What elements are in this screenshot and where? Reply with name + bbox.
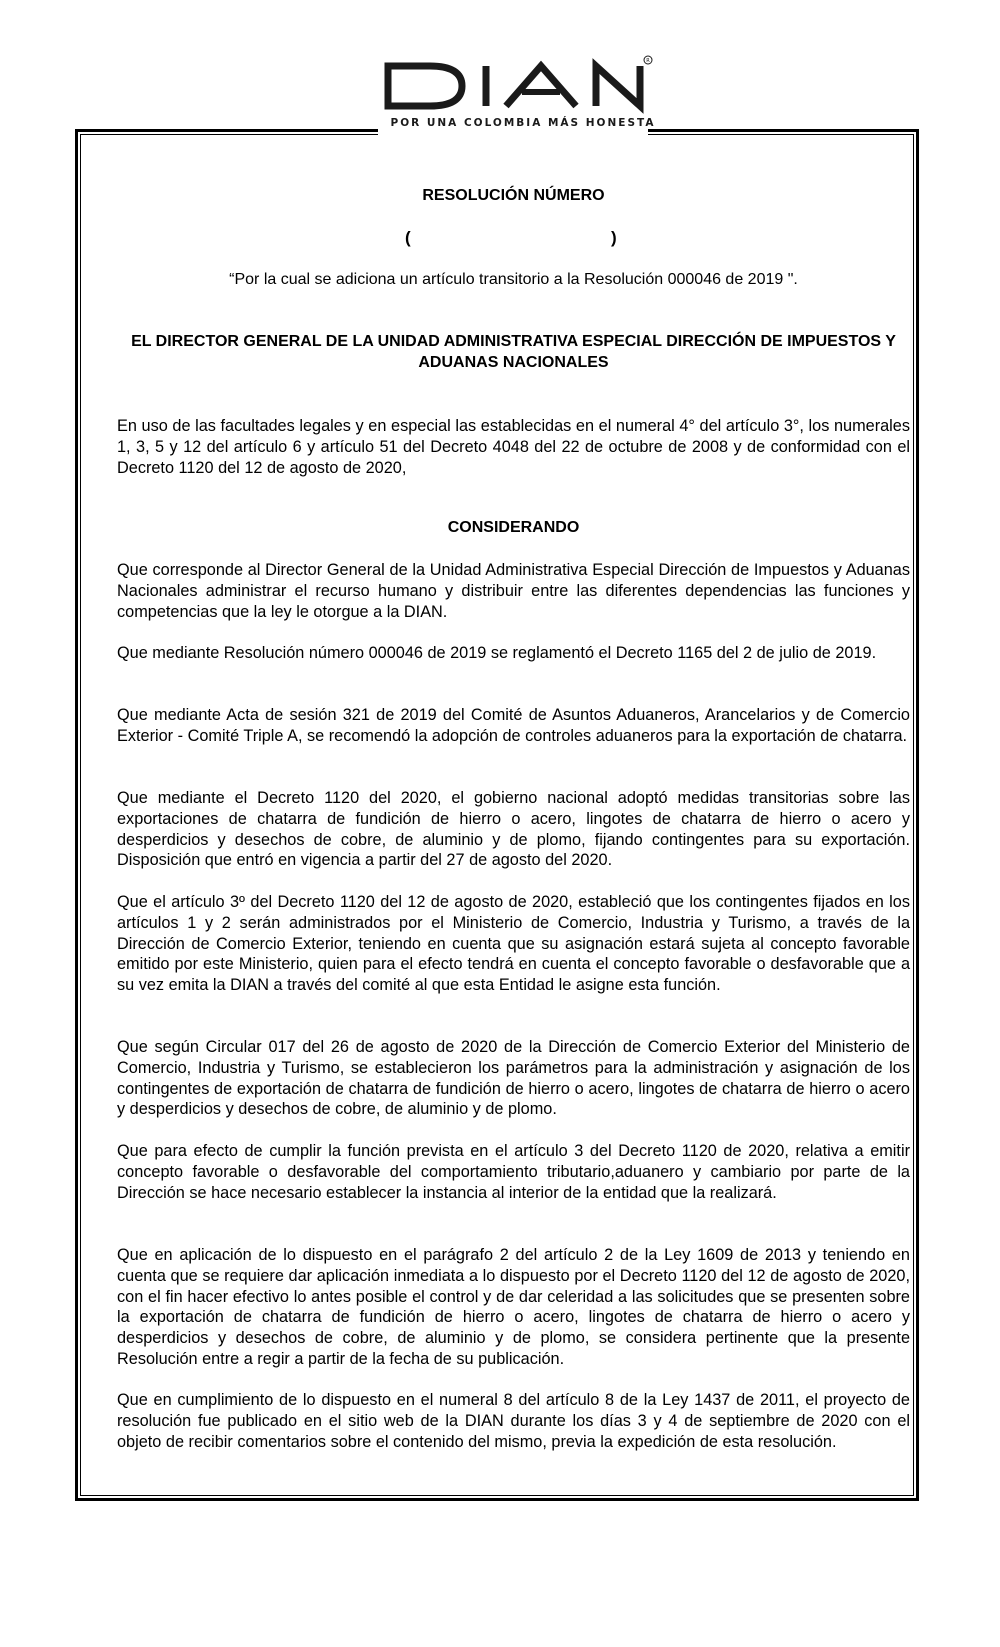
paragraph-8: Que en aplicación de lo dispuesto en el parágrafo 2 del artículo 2 de la Ley 1609 de 2013 y teniendo en cuenta que se requiere dar aplicación inmediata a lo dispuesto por el Decreto 1120 del 12 de agosto de 2020, con el fin hacer efectivo lo antes posible el control y de dar celeridad a las solicitudes que se presenten sobre la exportación de chatarra de fundición de hierro o acero, lingotes de chatarra de hierro o acero y desperdicios y desechos de cobre, de aluminio y de plomo, se considera pertinente que la presente Resolución entre a regir a partir de la fecha de su publicación.: [117, 1246, 910, 1368]
resolution-subtitle: “Por la cual se adiciona un artículo transitorio a la Resolución 000046 de 2019 ".: [229, 271, 798, 288]
paragraph-7: Que para efecto de cumplir la función prevista en el artículo 3 del Decreto 1120 de 2020, relativa a emitir concepto favorable o desfavorable del comportamiento tributario,aduanero y cambiario por parte de la Dirección se hace necesario establecer la instancia al interior de la entidad que la realizará.: [117, 1142, 910, 1202]
number-paren-close: ): [611, 228, 617, 247]
paragraph-2: Que mediante Resolución número 000046 de 2019 se reglamentó el Decreto 1165 del 2 de julio de 2019.: [117, 644, 877, 662]
paragraph-5: Que el artículo 3º del Decreto 1120 del 12 de agosto de 2020, estableció que los contingentes fijados en los artículos 1 y 2 serán administrados por el Ministerio de Comercio, Industria y Turismo, a través de la Dirección de Comercio Exterior, teniendo en cuenta que su asignación estará sujeta al concepto favorable emitido por este Ministerio, quien para el efecto tendrá en cuenta el concepto favorable o desfavorable que a su vez emita la DIAN a través del comité al que esta Entidad le asigne esta función.: [117, 893, 910, 995]
considerando-heading: CONSIDERANDO: [447, 519, 580, 536]
number-paren-open: (: [405, 228, 411, 247]
svg-text:R: R: [646, 58, 650, 64]
resolution-number: [117, 228, 910, 250]
paragraph-6: Que según Circular 017 del 26 de agosto de 2020 de la Dirección de Comercio Exterior del Ministerio de Comercio, Industria y Turismo, se establecieron los parámetros para la administración y asignación de los contingentes de exportación de chatarra de fundición de hierro o acero, lingotes de chatarra de hierro o acero y desperdicios y desechos de cobre, de aluminio y de plomo.: [117, 1038, 910, 1119]
resolution-title: RESOLUCIÓN NÚMERO: [422, 187, 605, 204]
paragraph-9: Que en cumplimiento de lo dispuesto en el numeral 8 del artículo 8 de la Ley 1437 de 2011, el proyecto de resolución fue publicado en el sitio web de la DIAN durante los días 3 y 4 de septiembre de 2020 con el objeto de recibir comentarios sobre el contenido del mismo, previa la expedición de esta resolución.: [117, 1391, 910, 1451]
director-heading: EL DIRECTOR GENERAL DE LA UNIDAD ADMINISTRATIVA ESPECIAL DIRECCIÓN DE IMPUESTOS Y ADUANAS NACIONALES: [131, 333, 896, 371]
paragraph-1: Que corresponde al Director General de la Unidad Administrativa Especial Dirección de Impuestos y Aduanas Nacionales administrar el recurso humano y distribuir entre las diferentes dependencias las funciones y competencias que la ley le otorgue a la DIAN.: [117, 561, 910, 621]
paragraph-4: Que mediante el Decreto 1120 del 2020, el gobierno nacional adoptó medidas transitorias sobre las exportaciones de chatarra de fundición de hierro o acero, lingotes de chatarra de hierro o acero y desperdicios y desechos de cobre, de aluminio y de plomo, fijando contingentes para su exportación. Disposición que entró en vigencia a partir del 27 de agosto del 2020.: [117, 789, 910, 870]
logo-tagline: POR UNA COLOMBIA MÁS HONESTA: [383, 117, 663, 129]
preamble-paragraph: En uso de las facultades legales y en especial las establecidas en el numeral 4° del artículo 3°, los numerales 1, 3, 5 y 12 del artículo 6 y artículo 51 del Decreto 4048 del 22 de octubre de 2008 y de conformidad con el Decreto 1120 del 12 de agosto de 2020,: [117, 417, 910, 477]
paragraph-3: Que mediante Acta de sesión 321 de 2019 del Comité de Asuntos Aduaneros, Arancelarios y de Comercio Exterior - Comité Triple A, se recomendó la adopción de controles aduaneros para la exportación de chatarra.: [117, 706, 910, 745]
